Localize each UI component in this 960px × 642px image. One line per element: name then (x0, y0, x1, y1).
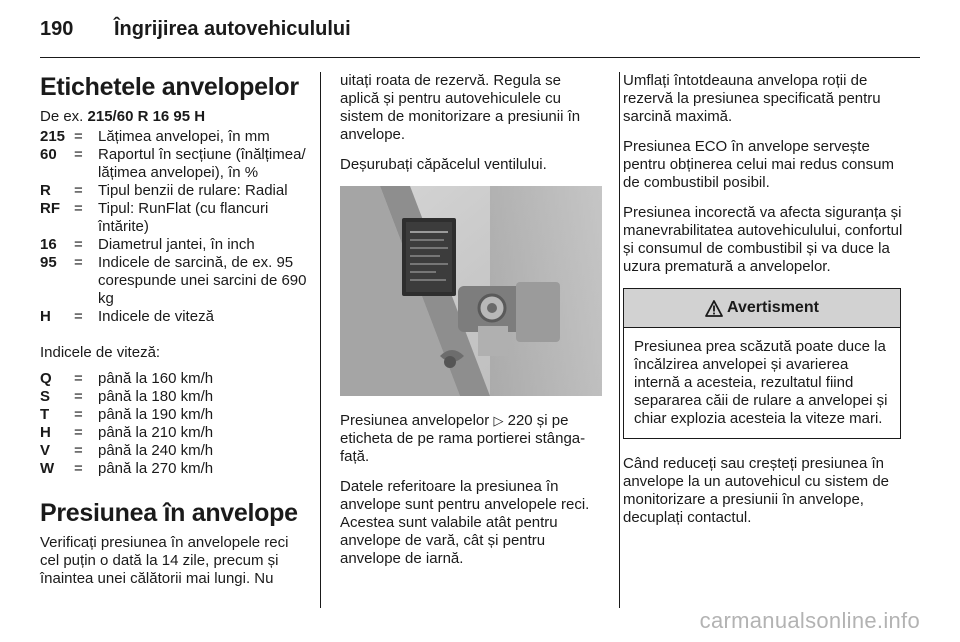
definition-equals: = (74, 128, 83, 145)
speed-key: V (40, 442, 51, 459)
definition-value: Lățimea anvelopei, în mm (98, 128, 270, 145)
definition-value: Indicele de viteză (98, 308, 214, 325)
speed-key: Q (40, 370, 52, 387)
definition-row (40, 128, 308, 146)
speed-key: W (40, 460, 55, 477)
column-1 (40, 72, 308, 600)
definition-row (40, 146, 308, 182)
definition-key: 60 (40, 146, 57, 163)
paragraph: Deșurubați căpăcelul ventilului. (340, 156, 547, 173)
definition-equals: = (74, 236, 83, 253)
speed-equals: = (74, 406, 83, 423)
speed-equals: = (74, 388, 83, 405)
speed-row (40, 406, 308, 424)
definition-value: Diametrul jantei, în inch (98, 236, 255, 253)
definition-value: Tipul: RunFlat (cu flancuri întărite) (98, 200, 269, 235)
definition-key: 95 (40, 254, 57, 271)
speed-row (40, 388, 308, 406)
definition-value: Tipul benzii de rulare: Radial (98, 182, 288, 199)
page-ref-arrow-icon: ▷ (493, 413, 504, 428)
paragraph: Presiunea incorectă va afecta siguranța și manevrabilitatea autovehiculului, confortul și consumul de combustibil și va duce la uzura prematură a anvelopelor. (623, 204, 903, 275)
example-prefix: De ex. (40, 108, 88, 125)
warning-title: Avertisment (727, 299, 819, 316)
photo-caption (340, 412, 602, 466)
speed-value: până la 190 km/h (98, 406, 214, 423)
speed-index-intro: Indicele de viteză: (40, 344, 161, 361)
definition-value: Indicele de sarcină, de ex. 95 corespunde unei sarcini de 690 kg (98, 254, 307, 307)
warning-header (624, 289, 900, 328)
definition-key: RF (40, 200, 60, 217)
speed-value: până la 180 km/h (98, 388, 214, 405)
paragraph: Când reduceți sau creșteți presiunea în anvelope la un autovehicul cu sistem de monitorizare a presiunii în anvelope, decuplați contactul. (623, 455, 890, 526)
speed-value: până la 240 km/h (98, 442, 214, 459)
definition-row (40, 254, 308, 308)
speed-value: până la 210 km/h (98, 424, 214, 441)
caption-text: Presiunea anvelopelor (340, 412, 494, 429)
speed-index-list (40, 370, 308, 478)
definition-row (40, 308, 308, 326)
definition-key: 16 (40, 236, 57, 253)
paragraph: Umflați întotdeauna anvelopa roții de rezervă la presiunea specificată pentru sarcină maximă. (623, 72, 881, 125)
speed-equals: = (74, 442, 83, 459)
speed-key: T (40, 406, 50, 423)
definition-equals: = (74, 308, 83, 325)
example-code: 215/60 R 16 95 H (87, 108, 206, 125)
speed-row (40, 460, 308, 478)
caption-reference: 220 și pe eticheta de pe rama portierei stânga-față. (340, 412, 586, 465)
definition-key: R (40, 182, 51, 199)
header-divider (40, 57, 920, 58)
warning-body: Presiunea prea scăzută poate duce la încălzirea anvelopei și avarierea internă a acesteia, rezultatul fiind separarea căii de rulare a anvelopei și chiar explozia acesteia la viteze mari. (634, 338, 888, 427)
paragraph: Presiunea ECO în anvelope servește pentru obținerea celui mai redus consum de combustibil posibil. (623, 138, 894, 191)
speed-equals: = (74, 460, 83, 477)
example-line (40, 108, 308, 126)
paragraph: Verificați presiunea în anvelopele reci cel puțin o dată la 14 zile, precum și înaintea unei călătorii mai lungi. Nu (40, 534, 289, 587)
speed-row (40, 424, 308, 442)
warning-box (623, 288, 901, 439)
warning-triangle-icon (705, 300, 723, 317)
speed-value: până la 270 km/h (98, 460, 214, 477)
definition-key: 215 (40, 128, 66, 145)
door-frame-label-photo (340, 186, 602, 396)
column-divider-1 (320, 72, 321, 608)
definition-equals: = (74, 146, 83, 163)
page-title: Îngrijirea autovehiculului (114, 18, 351, 40)
speed-row (40, 442, 308, 460)
column-2 (340, 72, 602, 580)
page-header (40, 18, 920, 58)
definition-row (40, 200, 308, 236)
definition-key: H (40, 308, 51, 325)
column-3 (623, 72, 903, 539)
definition-value: Raportul în secțiune (înălțimea/ lățimea anvelopei), în % (98, 146, 306, 181)
speed-equals: = (74, 424, 83, 441)
paragraph: uitați roata de rezervă. Regula se aplică și pentru autovehiculele cu sistem de monitorizare a presiunii în anvelope. (340, 72, 581, 143)
definition-equals: = (74, 182, 83, 199)
page-number: 190 (40, 18, 74, 40)
speed-row (40, 370, 308, 388)
definition-row (40, 182, 308, 200)
definition-row (40, 236, 308, 254)
definition-equals: = (74, 200, 83, 217)
speed-equals: = (74, 370, 83, 387)
section-heading-tire-pressure: Presiunea în anvelope (40, 499, 298, 527)
section-heading-tire-labels: Etichetele anvelopelor (40, 73, 299, 101)
speed-key: S (40, 388, 51, 405)
paragraph: Datele referitoare la presiunea în anvelope sunt pentru anvelopele reci. Acestea sunt valabile atât pentru anvelope de vară, cât și pentru anvelope de iarnă. (340, 478, 590, 567)
column-divider-2 (619, 72, 620, 608)
door-frame-illustration (340, 186, 602, 396)
speed-value: până la 160 km/h (98, 370, 214, 387)
definition-equals: = (74, 254, 83, 271)
watermark: carmanualsonline.info (699, 608, 920, 633)
speed-key: H (40, 424, 51, 441)
tire-code-definitions (40, 128, 308, 326)
